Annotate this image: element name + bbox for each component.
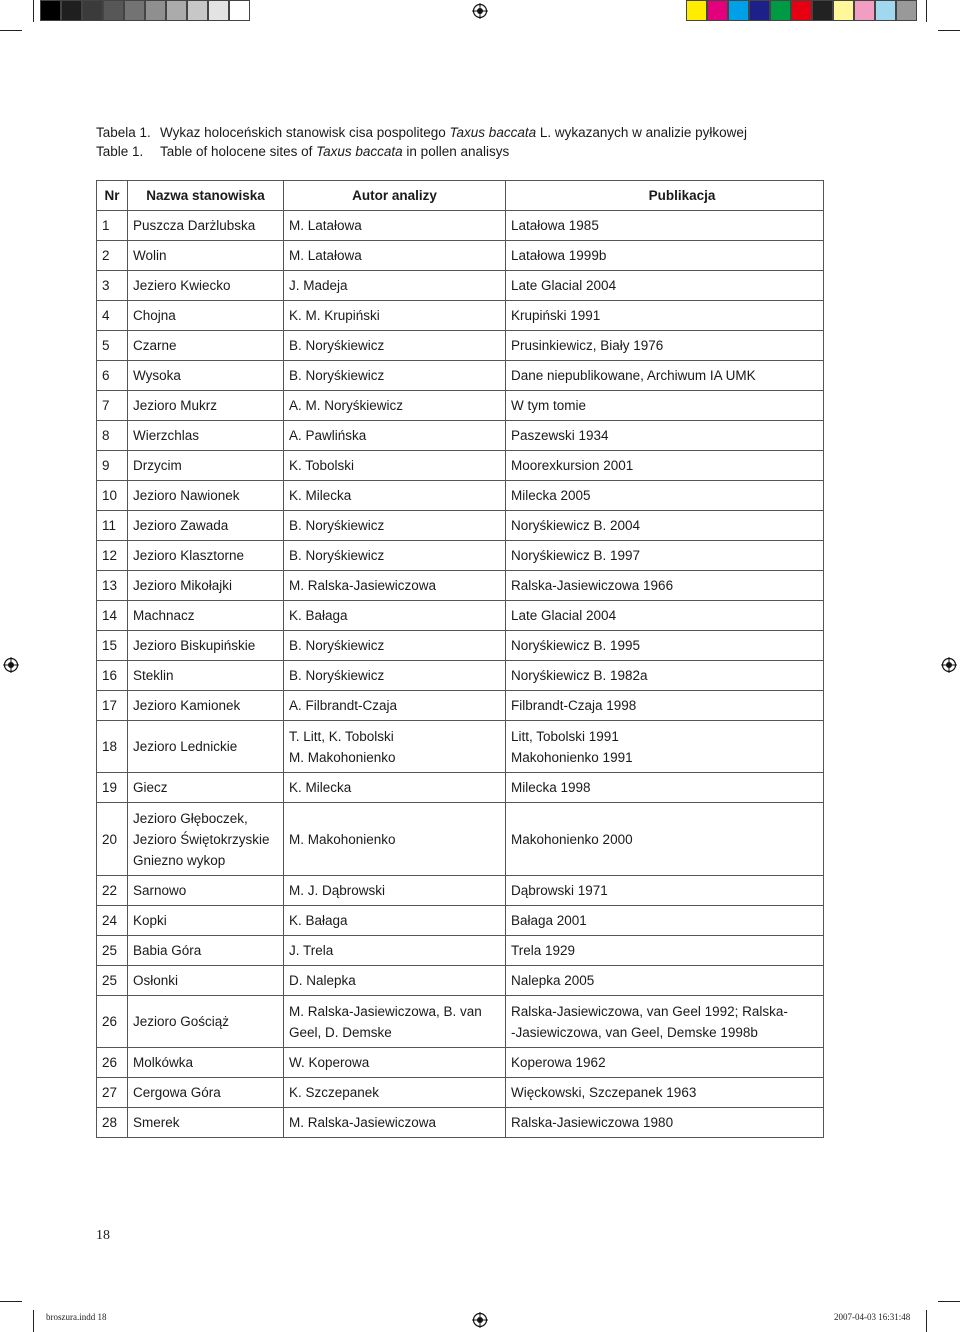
cell-publication-line: Koperowa 1962 [511,1055,606,1070]
cell-publication-line: Late Glacial 2004 [511,278,617,293]
cell-site-name-line: Gniezno wykop [133,852,226,868]
cell-nr: 11 [97,511,128,541]
registration-mark-bottom-icon [472,1312,488,1328]
cell-site-name-line: Steklin [133,668,174,683]
cell-site-name-line: Jezioro Mikołajki [133,578,233,593]
cell-publication [506,451,824,481]
cell-site-name [128,571,284,601]
cell-site-name [128,451,284,481]
crop-mark-bottom-left-h [0,1301,22,1302]
cell-author [284,1108,506,1138]
cell-publication [506,571,824,601]
cell-site-name [128,1078,284,1108]
cell-publication [506,271,824,301]
process-swatch [896,0,917,21]
cell-author-line: Geel, D. Demske [289,1024,392,1040]
cell-site-name [128,241,284,271]
cell-author [284,936,506,966]
cell-site-name [128,966,284,996]
cell-publication [506,691,824,721]
cell-site-name [128,541,284,571]
table-row [97,1078,824,1108]
cell-author [284,631,506,661]
cell-author-line: J. Madeja [289,278,348,293]
cell-site-name [128,906,284,936]
cell-site-name-line: Jezioro Zawada [133,518,229,533]
cell-site-name-line: Jezioro Mukrz [133,398,218,413]
table-row [97,541,824,571]
process-swatch [728,0,749,21]
slug-timestamp: 2007-04-03 16:31:48 [834,1312,911,1322]
cell-publication [506,936,824,966]
cell-site-name-line: Molkówka [133,1055,194,1070]
grayscale-swatch [124,0,145,21]
table-row [97,421,824,451]
cell-publication-line: Filbrandt-Czaja 1998 [511,698,637,713]
cell-site-name [128,271,284,301]
cell-site-name-line: Puszcza Darżlubska [133,218,256,233]
cell-author-line: B. Noryśkiewicz [289,338,385,353]
table-row [97,691,824,721]
cell-author [284,661,506,691]
cell-author [284,691,506,721]
cell-site-name-line: Jezioro Głęboczek, [133,810,248,826]
table-row [97,241,824,271]
cell-author-line: A. Pawlińska [289,428,367,443]
cell-site-name [128,391,284,421]
cell-publication [506,241,824,271]
cell-publication-line: Ralska-Jasiewiczowa 1980 [511,1115,674,1130]
cell-author [284,361,506,391]
cell-site-name [128,936,284,966]
cell-site-name [128,301,284,331]
table-row [97,511,824,541]
cell-nr: 7 [97,391,128,421]
cell-nr: 25 [97,936,128,966]
cell-author [284,571,506,601]
table-row [97,1108,824,1138]
cell-nr: 19 [97,773,128,803]
table-row [97,661,824,691]
cell-publication-line: Noryśkiewicz B. 1995 [511,638,641,653]
cell-publication [506,301,824,331]
cell-author-line: M. Ralska-Jasiewiczowa [289,578,437,593]
header-nr: Nr [97,181,128,211]
process-swatch [833,0,854,21]
cell-site-name-line: Babia Góra [133,943,202,958]
cell-publication [506,601,824,631]
cell-author-line: T. Litt, K. Tobolski [289,728,394,744]
cell-site-name [128,876,284,906]
cell-publication-line: Trela 1929 [511,943,576,958]
cell-publication-line: Ralska-Jasiewiczowa, van Geel 1992; Ralska- [511,1003,788,1019]
cell-nr: 13 [97,571,128,601]
cell-publication-line: Więckowski, Szczepanek 1963 [511,1085,697,1100]
cell-author-line: M. Makohonienko [289,749,396,765]
cell-site-name [128,601,284,631]
table-caption [96,123,747,161]
cell-author [284,1078,506,1108]
cell-author-line: M. J. Dąbrowski [289,883,386,898]
cell-publication [506,1078,824,1108]
cell-publication-line: Noryśkiewicz B. 2004 [511,518,641,533]
cell-author [284,966,506,996]
cell-author [284,511,506,541]
cell-site-name-line: Osłonki [133,973,179,988]
cell-site-name-line: Cergowa Góra [133,1085,221,1100]
cell-author-line: B. Noryśkiewicz [289,518,385,533]
cell-publication-line: Noryśkiewicz B. 1997 [511,548,641,563]
sites-table [96,180,824,1138]
cell-author-line: W. Koperowa [289,1055,370,1070]
table-row [97,301,824,331]
header-author: Autor analizy [284,181,506,211]
cell-publication [506,721,824,773]
table-row [97,481,824,511]
cell-author-line: A. Filbrandt-Czaja [289,698,398,713]
cell-author [284,541,506,571]
cell-site-name-line: Jezioro Kamionek [133,698,241,713]
cell-publication-line: Milecka 2005 [511,488,591,503]
crop-mark-bottom-right-h [938,1301,960,1302]
cell-author-line: K. Bałaga [289,913,348,928]
process-swatch [770,0,791,21]
cell-publication-line: Makohonienko 1991 [511,749,633,765]
cell-author [284,721,506,773]
table-row [97,601,824,631]
cell-site-name [128,1048,284,1078]
cell-publication [506,661,824,691]
header-site-name: Nazwa stanowiska [128,181,284,211]
cell-publication-line: Ralska-Jasiewiczowa 1966 [511,578,674,593]
cell-author-line: M. Makohonienko [289,831,396,847]
cell-nr: 16 [97,661,128,691]
registration-mark-top-icon [472,3,488,19]
crop-mark-bottom-right [926,1310,927,1332]
cell-publication [506,361,824,391]
crop-mark-top-left-h [0,30,22,31]
process-swatch [749,0,770,21]
cell-publication [506,511,824,541]
crop-mark-top-right-h [938,30,960,31]
cell-author [284,481,506,511]
cell-site-name [128,1108,284,1138]
cell-site-name-line: Wolin [133,248,167,263]
cell-site-name [128,803,284,876]
cell-author-line: K. M. Krupiński [289,308,380,323]
cell-site-name-line: Wysoka [133,368,181,383]
cell-publication-line: W tym tomie [511,398,587,413]
grayscale-color-bar [40,0,250,22]
cell-author [284,876,506,906]
grayscale-swatch [40,0,61,21]
cell-publication-line: Latałowa 1985 [511,218,599,233]
table-row [97,876,824,906]
crop-mark-top-left [33,0,34,22]
cell-author-line: J. Trela [289,943,334,958]
cell-author-line: B. Noryśkiewicz [289,668,385,683]
cell-nr: 4 [97,301,128,331]
process-swatch [812,0,833,21]
cell-nr: 26 [97,1048,128,1078]
page-number: 18 [96,1228,110,1243]
cell-author-line: K. Szczepanek [289,1085,380,1100]
cell-site-name-line: Jezioro Gościąż [133,1014,230,1029]
table-header-row [97,181,824,211]
table-row [97,1048,824,1078]
crop-mark-top-right [926,0,927,22]
cell-publication-line: Moorexkursion 2001 [511,458,634,473]
cell-site-name [128,721,284,773]
cell-site-name-line: Jezioro Biskupińskie [133,638,256,653]
cell-site-name [128,773,284,803]
cell-publication [506,876,824,906]
table-row [97,361,824,391]
cell-author-line: M. Latałowa [289,218,362,233]
cell-author [284,331,506,361]
grayscale-swatch [229,0,250,21]
cell-author-line: K. Milecka [289,488,352,503]
cell-author [284,301,506,331]
grayscale-swatch [103,0,124,21]
cell-author-line: K. Bałaga [289,608,348,623]
process-swatch [875,0,896,21]
cell-author [284,451,506,481]
cell-site-name [128,691,284,721]
cell-site-name [128,481,284,511]
cell-author [284,391,506,421]
cell-publication [506,391,824,421]
cell-publication-line: Late Glacial 2004 [511,608,617,623]
process-swatch [707,0,728,21]
cell-nr: 12 [97,541,128,571]
cell-nr: 9 [97,451,128,481]
cell-site-name-line: Wierzchlas [133,428,200,443]
table-row [97,331,824,361]
grayscale-swatch [145,0,166,21]
cell-site-name-line: Jezioro Klasztorne [133,548,245,563]
slug-filename: broszura.indd 18 [46,1312,107,1322]
cell-site-name-line: Chojna [133,308,176,323]
cell-publication [506,331,824,361]
cell-author-line: D. Nalepka [289,973,356,988]
cell-publication [506,773,824,803]
cell-author [284,1048,506,1078]
cell-publication-line: Nalepka 2005 [511,973,595,988]
cell-nr: 26 [97,996,128,1048]
cell-publication-line: Litt, Tobolski 1991 [511,728,619,744]
cell-site-name [128,661,284,691]
cell-publication [506,631,824,661]
process-color-bar [686,0,917,22]
cell-author [284,271,506,301]
grayscale-swatch [187,0,208,21]
cell-publication [506,211,824,241]
process-swatch [854,0,875,21]
cell-site-name-line: Drzycim [133,458,182,473]
cell-publication-line: Bałaga 2001 [511,913,587,928]
grayscale-swatch [61,0,82,21]
table-row [97,966,824,996]
table-row [97,803,824,876]
cell-publication-line: Dąbrowski 1971 [511,883,608,898]
cell-nr: 8 [97,421,128,451]
cell-author [284,601,506,631]
cell-publication-line: Noryśkiewicz B. 1982a [511,668,648,683]
cell-publication [506,421,824,451]
cell-site-name-line: Giecz [133,780,168,795]
cell-publication [506,1048,824,1078]
cell-author-line: M. Latałowa [289,248,362,263]
cell-publication [506,906,824,936]
cell-nr: 2 [97,241,128,271]
cell-site-name-line: Jezioro Nawionek [133,488,240,503]
cell-publication [506,1108,824,1138]
table-row [97,271,824,301]
grayscale-swatch [82,0,103,21]
cell-site-name [128,511,284,541]
caption-polish-text: Wykaz holoceńskich stanowisk cisa pospolitego Taxus baccata L. wykazanych w analizie pyłkowej [160,125,747,140]
cell-site-name-line: Machnacz [133,608,195,623]
process-swatch [686,0,707,21]
cell-author [284,996,506,1048]
cell-nr: 14 [97,601,128,631]
cell-nr: 20 [97,803,128,876]
cell-site-name-line: Jezioro Świętokrzyskie [133,831,270,847]
cell-nr: 10 [97,481,128,511]
grayscale-swatch [166,0,187,21]
cell-site-name-line: Kopki [133,913,167,928]
cell-publication-line: Dane niepublikowane, Archiwum IA UMK [511,368,756,383]
cell-publication-line: -Jasiewiczowa, van Geel, Demske 1998b [511,1024,758,1040]
crop-mark-bottom-left [33,1310,34,1332]
table-row [97,571,824,601]
registration-mark-left-icon [3,657,19,673]
cell-publication [506,541,824,571]
table-row [97,773,824,803]
cell-publication-line: Latałowa 1999b [511,248,607,263]
cell-site-name [128,331,284,361]
cell-author [284,803,506,876]
cell-publication [506,481,824,511]
caption-english-label: Table 1. [96,144,144,159]
table-row [97,996,824,1048]
cell-author-line: K. Tobolski [289,458,355,473]
table-row [97,211,824,241]
table-row [97,721,824,773]
cell-nr: 27 [97,1078,128,1108]
table-row [97,451,824,481]
cell-nr: 3 [97,271,128,301]
cell-publication [506,966,824,996]
cell-site-name [128,631,284,661]
cell-site-name-line: Czarne [133,338,177,353]
cell-publication-line: Prusinkiewicz, Biały 1976 [511,338,664,353]
caption-english [96,142,747,161]
cell-nr: 5 [97,331,128,361]
cell-site-name-line: Smerek [133,1115,180,1130]
cell-site-name [128,421,284,451]
cell-site-name-line: Jeziero Kwiecko [133,278,231,293]
table-row [97,391,824,421]
cell-nr: 25 [97,966,128,996]
cell-author-line: B. Noryśkiewicz [289,548,385,563]
grayscale-swatch [208,0,229,21]
table-row [97,631,824,661]
cell-nr: 17 [97,691,128,721]
cell-author [284,421,506,451]
header-publication: Publikacja [506,181,824,211]
cell-nr: 24 [97,906,128,936]
table-row [97,936,824,966]
cell-author [284,773,506,803]
cell-nr: 28 [97,1108,128,1138]
cell-publication [506,803,824,876]
cell-author-line: B. Noryśkiewicz [289,638,385,653]
cell-nr: 15 [97,631,128,661]
cell-author-line: K. Milecka [289,780,352,795]
cell-publication-line: Krupiński 1991 [511,308,601,323]
cell-author-line: M. Ralska-Jasiewiczowa [289,1115,437,1130]
caption-polish [96,123,747,142]
cell-site-name [128,996,284,1048]
registration-mark-right-icon [941,657,957,673]
caption-english-text: Table of holocene sites of Taxus baccata in pollen analisys [160,144,510,159]
table-row [97,906,824,936]
cell-author [284,241,506,271]
cell-nr: 6 [97,361,128,391]
cell-site-name-line: Jezioro Lednickie [133,739,238,754]
cell-nr: 1 [97,211,128,241]
caption-polish-label: Tabela 1. [96,125,151,140]
cell-publication-line: Makohonienko 2000 [511,831,633,847]
cell-publication [506,996,824,1048]
process-swatch [791,0,812,21]
cell-nr: 22 [97,876,128,906]
cell-author-line: A. M. Noryśkiewicz [289,398,404,413]
cell-site-name-line: Sarnowo [133,883,187,898]
cell-site-name [128,361,284,391]
cell-site-name [128,211,284,241]
cell-author [284,211,506,241]
cell-nr: 18 [97,721,128,773]
cell-author-line: B. Noryśkiewicz [289,368,385,383]
cell-publication-line: Paszewski 1934 [511,428,609,443]
cell-author-line: M. Ralska-Jasiewiczowa, B. van [289,1003,482,1019]
cell-publication-line: Milecka 1998 [511,780,591,795]
cell-author [284,906,506,936]
